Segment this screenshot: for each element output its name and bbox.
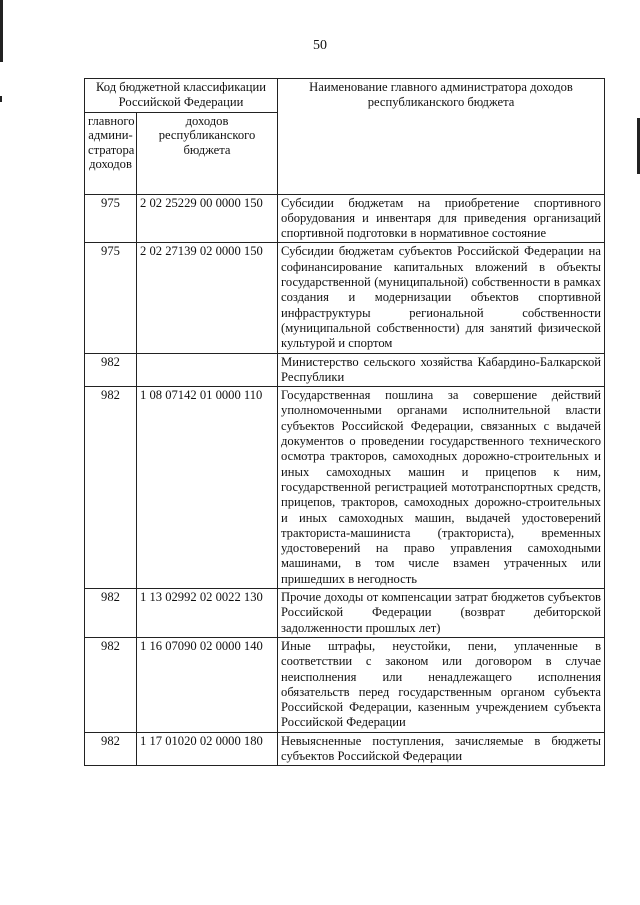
income-name-cell: Государственная пошлина за совершение действий уполномоченными органами исполнительной власти субъектов Российской Федерации, связанных с выдачей документов о проведении государственного технического осмотра тракторов, самоходных дорожно-строительных и иных самоходных машин и прицепов к ним, государственной регистрацией мототранспортных средств, прицепов, тракторов, самоходных дорожно-строительных и иных самоходных машин, выдачей удостоверений тракториста-машиниста (тракториста), временных удостоверений на право управления самоходными машинами, в том числе взамен утраченных или пришедших в негодность: [278, 387, 605, 589]
table-row: [85, 353, 605, 387]
income-code-cell: 1 08 07142 01 0000 110: [137, 387, 278, 589]
income-column-header: доходов республиканского бюджета: [137, 112, 278, 194]
admin-code-cell: 975: [85, 194, 137, 243]
income-code-cell: 1 13 02992 02 0022 130: [137, 589, 278, 638]
income-name-cell: Министерство сельского хозяйства Кабардино-Балкарской Республики: [278, 353, 605, 387]
income-name-cell: Субсидии бюджетам на приобретение спортивного оборудования и инвентаря для приведения организаций спортивной подготовки в нормативное состояние: [278, 194, 605, 243]
table-body: [85, 194, 605, 766]
income-name-cell: Прочие доходы от компенсации затрат бюджетов субъектов Российской Федерации (возврат дебиторской задолженности прошлых лет): [278, 589, 605, 638]
admin-code-cell: 975: [85, 243, 137, 353]
budget-classification-table: [84, 78, 605, 766]
income-name-cell: Иные штрафы, неустойки, пени, уплаченные в соответствии с законом или договором в случае неисполнения или ненадлежащего исполнения обязательств перед государственным органом субъекта Российской Федерации, казенным учреждением субъекта Российской Федерации: [278, 637, 605, 732]
name-column-header: Наименование главного администратора доходов республиканского бюджета: [278, 79, 605, 195]
income-code-cell: 2 02 25229 00 0000 150: [137, 194, 278, 243]
income-code-cell: 1 17 01020 02 0000 180: [137, 732, 278, 766]
table-row: [85, 194, 605, 243]
scan-edge-mark: [0, 96, 2, 102]
page-number: 50: [313, 38, 327, 53]
table-header: [85, 79, 605, 195]
admin-code-cell: 982: [85, 353, 137, 387]
income-code-cell: 1 16 07090 02 0000 140: [137, 637, 278, 732]
income-code-cell: 2 02 27139 02 0000 150: [137, 243, 278, 353]
income-code-cell: [137, 353, 278, 387]
admin-code-cell: 982: [85, 732, 137, 766]
table-row: [85, 387, 605, 589]
admin-code-cell: 982: [85, 387, 137, 589]
admin-code-cell: 982: [85, 589, 137, 638]
admin-code-cell: 982: [85, 637, 137, 732]
table-row: [85, 732, 605, 766]
admin-column-header: главного админи-стратора доходов: [85, 112, 137, 194]
table-row: [85, 637, 605, 732]
code-group-header: Код бюджетной классификации Российской Федерации: [85, 79, 278, 113]
income-name-cell: Невыясненные поступления, зачисляемые в бюджеты субъектов Российской Федерации: [278, 732, 605, 766]
table-row: [85, 589, 605, 638]
table-row: [85, 243, 605, 353]
income-name-cell: Субсидии бюджетам субъектов Российской Федерации на софинансирование капитальных вложений в объекты государственной (муниципальной) собственности в рамках создания и модернизации объектов спортивной инфраструктуры региональной собственности (муниципальной собственности) для занятий физической культурой и спортом: [278, 243, 605, 353]
